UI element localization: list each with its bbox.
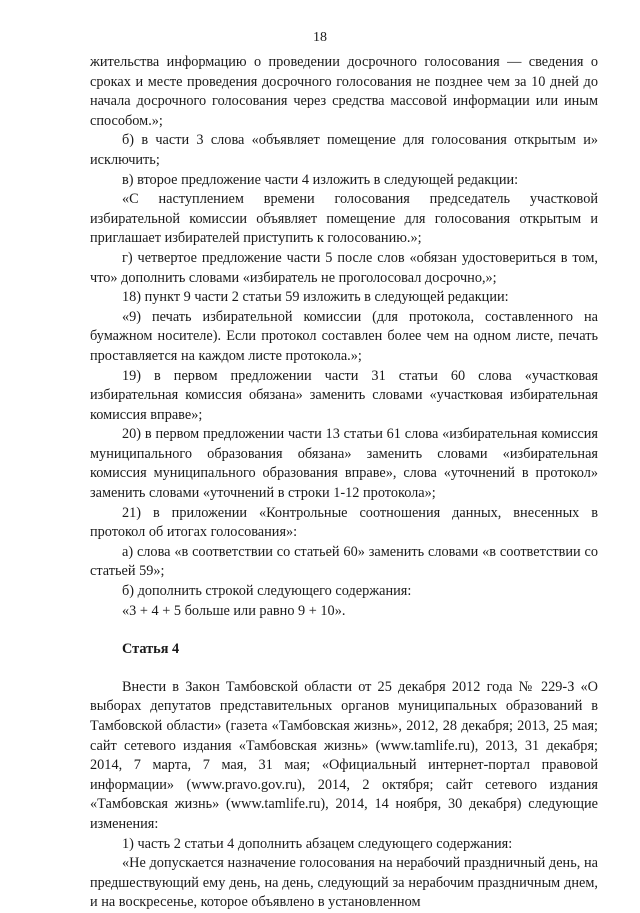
paragraph: Внести в Закон Тамбовской области от 25 декабря 2012 года № 229-З «О выборах депутатов представительных органов муниципальных образований в Тамбовской области» (газета «Тамбовская жизнь», 2012, 28 декабря; 2013, 25 мая; сайт сетевого издания «Тамбовская жизнь» (www.tamlife.ru), 2013, 31 декабря; 2014, 7 марта, 7 мая, 31 мая; «Официальный интернет-портал правовой информации» (www.pravo.gov.ru), 2014, 2 октября; сайт сетевого издания «Тамбовская жизнь» (www.tamlife.ru), 2014, 14 ноября, 30 декабря) следующие изменения: <box>90 678 598 832</box>
paragraph: 20) в первом предложении части 13 статьи 61 слова «избирательная комиссия муниципального образования обязана» заменить словами «избирательная комиссия муниципального образования вправе», слова «уточнений в протокол» заменить словами «уточнений в строки 1-12 протокола»; <box>90 426 598 502</box>
article-4-section <box>90 678 598 913</box>
amendments-section <box>90 53 598 621</box>
page-number: 18 <box>313 30 327 45</box>
paragraph: 1) часть 2 статьи 4 дополнить абзацем следующего содержания: <box>122 835 513 852</box>
paragraph: б) дополнить строкой следующего содержания: <box>122 583 412 600</box>
paragraph: 21) в приложении «Контрольные соотношения данных, внесенных в протокол об итогах голосования»: <box>90 504 598 541</box>
document-body <box>90 53 598 913</box>
paragraph: г) четвертое предложение части 5 после слов «обязан удостовериться в том, что» дополнить словами «избиратель не проголосовал досрочно,»; <box>90 249 598 286</box>
paragraph: а) слова «в соответствии со статьей 60» заменить словами «в соответствии со статьей 59»; <box>90 543 598 580</box>
paragraph: «Не допускается назначение голосования на нерабочий праздничный день, на предшествующий ему день, на день, следующий за нерабочим праздничным днем, и на воскресенье, которое объявлено в установленном <box>90 855 598 911</box>
paragraph: 18) пункт 9 части 2 статьи 59 изложить в следующей редакции: <box>122 289 509 306</box>
article-heading: Статья 4 <box>122 641 180 658</box>
paragraph: в) второе предложение части 4 изложить в следующей редакции: <box>122 171 519 188</box>
paragraph: жительства информацию о проведении досрочного голосования — сведения о сроках и месте проведения досрочного голосования не позднее чем за 10 дней до начала досрочного голосования через средства массовой информации или иным способом.»; <box>90 54 598 129</box>
paragraph: 19) в первом предложении части 31 статьи 60 слова «участковая избирательная комиссия обязана» заменить словами «участковая избирательная комиссия вправе»; <box>90 367 598 423</box>
paragraph: «С наступлением времени голосования председатель участковой избирательной комиссии объявляет помещение для голосования открытым и приглашает избирателей приступить к голосованию.»; <box>90 191 598 247</box>
paragraph: «9) печать избирательной комиссии (для протокола, составленного на бумажном носителе). Если протокол составлен более чем на одном листе, печать проставляется на каждом листе протокола.»; <box>90 308 598 364</box>
paragraph: «3 + 4 + 5 больше или равно 9 + 10». <box>122 602 346 619</box>
paragraph: б) в части 3 слова «объявляет помещение для голосования открытым и» исключить; <box>90 132 598 168</box>
